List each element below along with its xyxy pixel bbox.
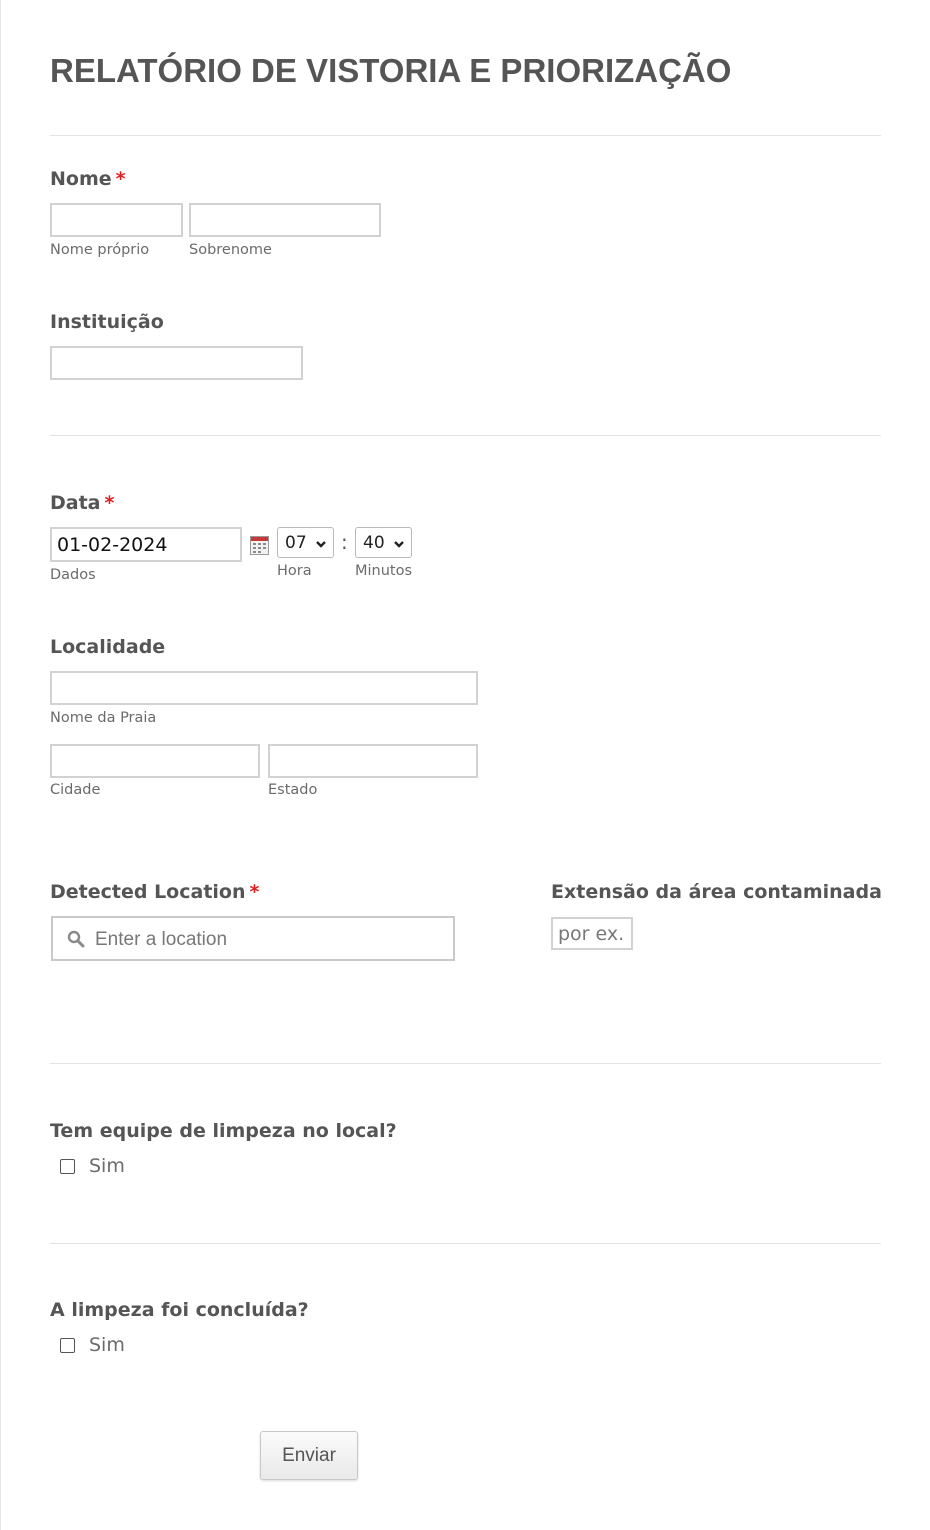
limpeza-sim-label[interactable]: Sim — [89, 1334, 125, 1356]
required-marker: * — [104, 492, 115, 514]
equipe-question: Tem equipe de limpeza no local? — [50, 1120, 397, 1142]
nome-label — [50, 168, 126, 190]
last-name-input[interactable] — [189, 203, 381, 237]
chevron-down-icon — [315, 535, 327, 555]
required-marker: * — [249, 881, 260, 903]
equipe-sim-label[interactable]: Sim — [89, 1155, 125, 1177]
calendar-icon[interactable] — [250, 536, 269, 559]
search-icon — [67, 930, 85, 952]
nome-label-text: Nome — [50, 168, 112, 190]
minute-select-value: 40 — [363, 532, 385, 553]
minute-select[interactable] — [355, 527, 412, 558]
time-separator: : — [341, 530, 348, 554]
limpeza-sim-checkbox[interactable] — [60, 1338, 75, 1353]
submit-button[interactable]: Enviar — [260, 1431, 358, 1480]
hour-sublabel: Hora — [277, 563, 312, 579]
detected-location-label — [50, 881, 259, 903]
state-input[interactable] — [268, 744, 478, 778]
city-sublabel: Cidade — [50, 782, 101, 798]
instituicao-input[interactable] — [50, 346, 303, 380]
section-divider — [50, 1243, 881, 1244]
first-name-sublabel: Nome próprio — [50, 242, 150, 258]
state-sublabel: Estado — [268, 782, 318, 798]
first-name-input[interactable] — [50, 203, 183, 237]
detected-location-label-text: Detected Location — [50, 881, 246, 903]
beach-name-sublabel: Nome da Praia — [50, 710, 157, 726]
section-divider — [50, 435, 881, 436]
hour-select-value: 07 — [285, 532, 307, 553]
extensao-label: Extensão da área contaminada — [551, 881, 882, 903]
date-sublabel: Dados — [50, 567, 96, 583]
section-divider — [50, 135, 881, 136]
detected-location-field[interactable] — [51, 916, 455, 961]
instituicao-label: Instituição — [50, 311, 164, 333]
localidade-label: Localidade — [50, 636, 166, 658]
detected-location-input[interactable] — [93, 924, 447, 956]
section-divider — [50, 1063, 881, 1064]
last-name-sublabel: Sobrenome — [189, 242, 272, 258]
minute-sublabel: Minutos — [355, 563, 413, 579]
chevron-down-icon — [393, 535, 405, 555]
page-left-edge — [0, 0, 1, 1530]
date-input[interactable] — [50, 527, 242, 562]
equipe-sim-checkbox[interactable] — [60, 1159, 75, 1174]
city-input[interactable] — [50, 744, 260, 778]
hour-select[interactable] — [277, 527, 334, 558]
required-marker: * — [115, 168, 126, 190]
extensao-input[interactable] — [551, 917, 633, 950]
limpeza-question: A limpeza foi concluída? — [50, 1299, 309, 1321]
data-label-text: Data — [50, 492, 101, 514]
data-label — [50, 492, 114, 514]
beach-name-input[interactable] — [50, 671, 478, 705]
form-title: RELATÓRIO DE VISTORIA E PRIORIZAÇÃO — [50, 52, 732, 89]
